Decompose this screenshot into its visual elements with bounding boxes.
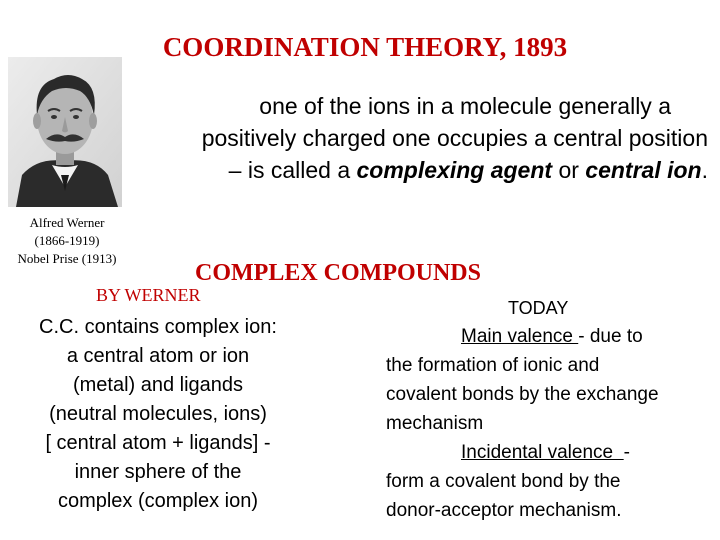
caption-name: Alfred Werner [29,215,105,230]
portrait-caption [0,214,134,268]
today-heading: TODAY [508,298,569,318]
caption-years: (1866-1919) [34,233,100,248]
complexing-agent-term: complexing agent [356,157,553,183]
intro-line-2: positively charged one occupies a central position [201,125,708,151]
caption-nobel: Nobel Prise (1913) [17,251,117,266]
intro-text: or [552,157,586,183]
main-valence-line [386,322,706,351]
incidental-valence-term: Incidental valence [461,442,624,463]
today-line: the formation of ionic and [386,355,600,376]
intro-text: . [701,157,708,183]
werner-line: [ central atom + ligands] - [45,432,271,454]
incidental-valence-rest: - [623,442,630,463]
werner-line: inner sphere of the [74,461,242,483]
main-valence-term: Main valence [461,326,579,347]
intro-text: – is called a [228,157,357,183]
werner-line: a central atom or ion [66,345,250,367]
werner-line: (metal) and ligands [72,374,244,396]
werner-line: complex (complex ion) [57,490,259,512]
today-line: mechanism [386,413,484,434]
today-line: form a covalent bond by the [386,471,621,492]
werner-line: C.C. contains complex ion: [39,316,277,338]
slide-title: COORDINATION THEORY, 1893 [162,32,568,62]
intro-line-1: one of the ions in a molecule generally a [259,93,671,119]
werner-line: (neutral molecules, ions) [49,403,267,425]
today-line: covalent bonds by the exchange [386,384,659,405]
today-line: donor-acceptor mechanism. [386,500,622,521]
werner-definition [8,313,308,516]
complex-compounds-heading: COMPLEX COMPOUNDS [195,260,481,286]
today-definition [386,322,706,525]
main-valence-rest: - due to [578,326,643,347]
by-werner-heading: BY WERNER [96,285,201,305]
incidental-valence-line [386,438,706,467]
intro-line-3 [128,154,708,186]
alfred-werner-portrait [8,57,122,207]
central-ion-term: central ion [585,157,702,183]
intro-paragraph [128,90,708,186]
